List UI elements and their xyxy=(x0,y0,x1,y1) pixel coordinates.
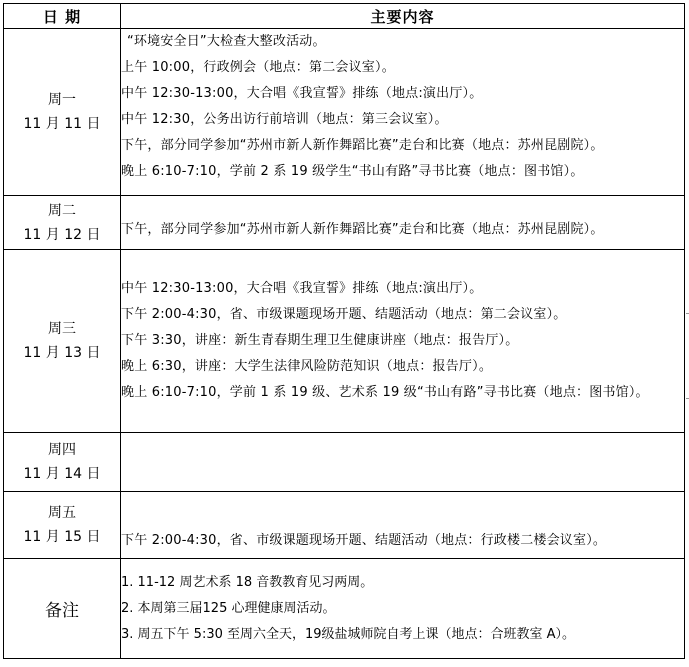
content-cell-friday xyxy=(121,492,685,559)
remarks-label: 备注 xyxy=(4,559,121,659)
content-cell-tuesday xyxy=(121,196,685,250)
schedule-line: 中午 12:30-13:00，大合唱《我宣誓》排练（地点:演出厅）。 xyxy=(121,86,483,101)
date-label: 11 月 11 日 xyxy=(23,116,101,132)
table-row-wednesday xyxy=(4,250,685,433)
header-row xyxy=(4,4,685,29)
date-label: 11 月 15 日 xyxy=(23,529,101,545)
header-content: 主要内容 xyxy=(121,4,685,29)
schedule-line: 下午，部分同学参加“苏州市新人新作舞蹈比赛”走台和比赛（地点：苏州昆剧院）。 xyxy=(121,138,604,153)
weekly-schedule-table xyxy=(3,3,685,659)
schedule-line: 晚上 6:30，讲座：大学生法律风险防范知识（地点：报告厅）。 xyxy=(121,359,493,374)
weekday-label: 周二 xyxy=(48,202,76,219)
remark-item: 2. 本周第三届125 心理健康周活动。 xyxy=(121,600,336,616)
content-cell-thursday xyxy=(121,433,685,492)
remark-item: 3. 周五下午 5:30 至周六全天，19级盐城师院自考上课（地点：合班教室 A）。 xyxy=(121,626,576,642)
table-row-tuesday xyxy=(4,196,685,250)
content-cell-wednesday xyxy=(121,250,685,433)
date-cell-thursday xyxy=(4,433,121,492)
schedule-line: 上午 10:00，行政例会（地点：第二会议室）。 xyxy=(121,60,395,75)
weekday-label: 周五 xyxy=(48,505,76,521)
date-label: 11 月 13 日 xyxy=(23,345,101,361)
schedule-line: 下午 2:00-4:30，省、市级课题现场开题、结题活动（地点：行政楼二楼会议室）。 xyxy=(121,533,607,548)
table-row-friday xyxy=(4,492,685,559)
schedule-line: 晚上 6:10-7:10，学前 2 系 19 级学生“书山有路”寻书比赛（地点：图书馆）。 xyxy=(121,164,584,179)
date-label: 11 月 12 日 xyxy=(23,226,101,243)
date-cell-monday xyxy=(4,29,121,196)
schedule-line: 中午 12:30，公务出访行前培训（地点：第三会议室）。 xyxy=(121,112,448,127)
date-cell-wednesday xyxy=(4,250,121,433)
schedule-line: 下午 2:00-4:30，省、市级课题现场开题、结题活动（地点：第二会议室）。 xyxy=(121,307,567,322)
header-date: 日 期 xyxy=(4,4,121,29)
remark-item: 1. 11-12 周艺术系 18 音教教育见习两周。 xyxy=(121,574,374,590)
schedule-line: 下午，部分同学参加“苏州市新人新作舞蹈比赛”走台和比赛（地点：苏州昆剧院）。 xyxy=(121,222,604,237)
schedule-line: “环境安全日”大检查大整改活动。 xyxy=(127,34,326,49)
weekday-label: 周一 xyxy=(48,92,76,108)
date-cell-tuesday xyxy=(4,196,121,250)
date-cell-friday xyxy=(4,492,121,559)
date-label: 11 月 14 日 xyxy=(23,466,101,482)
schedule-line: 晚上 6:10-7:10，学前 1 系 19 级、艺术系 19 级“书山有路”寻书比赛（地点：图书馆）。 xyxy=(121,385,649,400)
schedule-line: 中午 12:30-13:00，大合唱《我宣誓》排练（地点:演出厅）。 xyxy=(121,281,483,296)
table-row-thursday xyxy=(4,433,685,492)
weekday-label: 周四 xyxy=(48,442,76,458)
weekday-label: 周三 xyxy=(48,321,76,337)
schedule-line: 下午 3:30，讲座：新生青春期生理卫生健康讲座（地点：报告厅）。 xyxy=(121,333,519,348)
remarks-cell xyxy=(121,559,685,659)
table-row-remarks xyxy=(4,559,685,659)
content-cell-monday xyxy=(121,29,685,196)
table-row-monday xyxy=(4,29,685,196)
